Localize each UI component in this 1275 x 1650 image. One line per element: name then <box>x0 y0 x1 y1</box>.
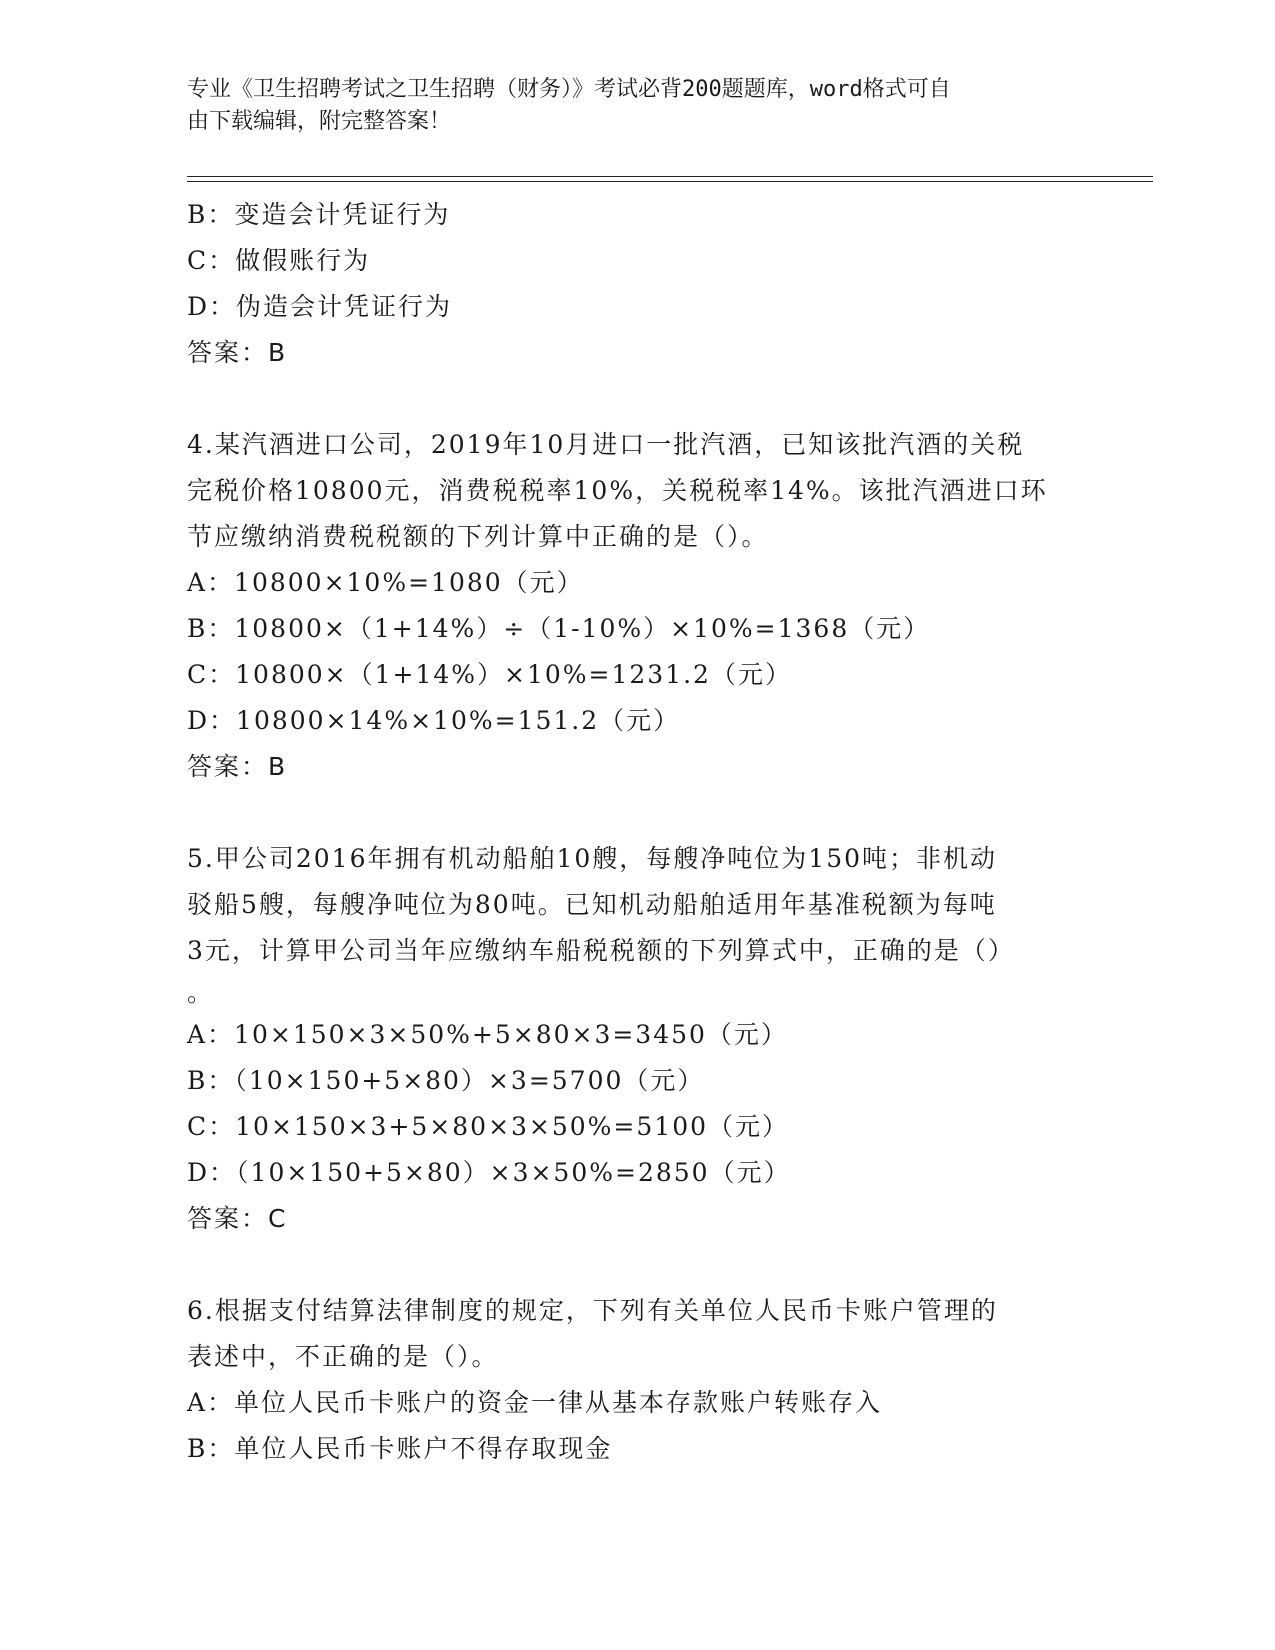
spacer <box>187 1242 1087 1288</box>
header-line-1: 专业《卫生招聘考试之卫生招聘（财务）》考试必背200题题库，word格式可自 <box>187 77 951 102</box>
question-stem-line: 表述中，不正确的是（）。 <box>187 1342 499 1371</box>
document-header <box>187 74 1067 138</box>
question-5 <box>187 836 1087 1242</box>
question-stem-line: 节应缴纳消费税税额的下列计算中正确的是（）。 <box>187 522 769 551</box>
question-stem-line: 5.甲公司2016年拥有机动船舶10艘，每艘净吨位为150吨；非机动 <box>187 844 998 873</box>
option-a: A：10×150×3×50%+5×80×3=3450（元） <box>187 1020 788 1049</box>
option-c: C：10800×（1+14%）×10%=1231.2（元） <box>187 660 792 689</box>
question-stem-line: 4.某汽酒进口公司，2019年10月进口一批汽酒，已知该批汽酒的关税 <box>187 430 1025 459</box>
option-a: A：单位人民币卡账户的资金一律从基本存款账户转账存入 <box>187 1388 883 1417</box>
answer-label: 答案：C <box>187 1204 288 1233</box>
option-c: C：做假账行为 <box>187 246 371 275</box>
question-stem-line: 3元，计算甲公司当年应缴纳车船税税额的下列算式中，正确的是（） <box>187 936 1015 965</box>
header-divider-top <box>187 176 1153 177</box>
option-d: D：10800×14%×10%=151.2（元） <box>187 706 681 735</box>
option-b: B：10800×（1+14%）÷（1-10%）×10%=1368（元） <box>187 614 931 643</box>
question-6 <box>187 1288 1087 1472</box>
spacer <box>187 790 1087 836</box>
question-stem-line: 。 <box>187 978 215 1007</box>
header-line-2: 由下载编辑，附完整答案！ <box>187 109 452 134</box>
option-a: A：10800×10%=1080（元） <box>187 568 584 597</box>
spacer <box>187 376 1087 422</box>
question-list <box>187 192 1087 1472</box>
question-stem-line: 完税价格10800元，消费税税率10%，关税税率14%。该批汽酒进口环 <box>187 476 1048 505</box>
option-b: B：（10×150+5×80）×3=5700（元） <box>187 1066 705 1095</box>
question-4 <box>187 422 1087 790</box>
option-d: D：伪造会计凭证行为 <box>187 292 453 321</box>
option-b: B：变造会计凭证行为 <box>187 200 451 229</box>
option-d: D：（10×150+5×80）×3×50%=2850（元） <box>187 1158 791 1187</box>
question-stem-line: 驳船5艘，每艘净吨位为80吨。已知机动船舶适用年基准税额为每吨 <box>187 890 997 919</box>
option-c: C：10×150×3+5×80×3×50%=5100（元） <box>187 1112 790 1141</box>
question-stem-line: 6.根据支付结算法律制度的规定，下列有关单位人民币卡账户管理的 <box>187 1296 998 1325</box>
answer-label: 答案：B <box>187 752 288 781</box>
header-divider-bottom <box>187 181 1153 182</box>
answer-label: 答案：B <box>187 338 288 367</box>
option-b: B：单位人民币卡账户不得存取现金 <box>187 1434 613 1463</box>
question-3 <box>187 192 1087 376</box>
